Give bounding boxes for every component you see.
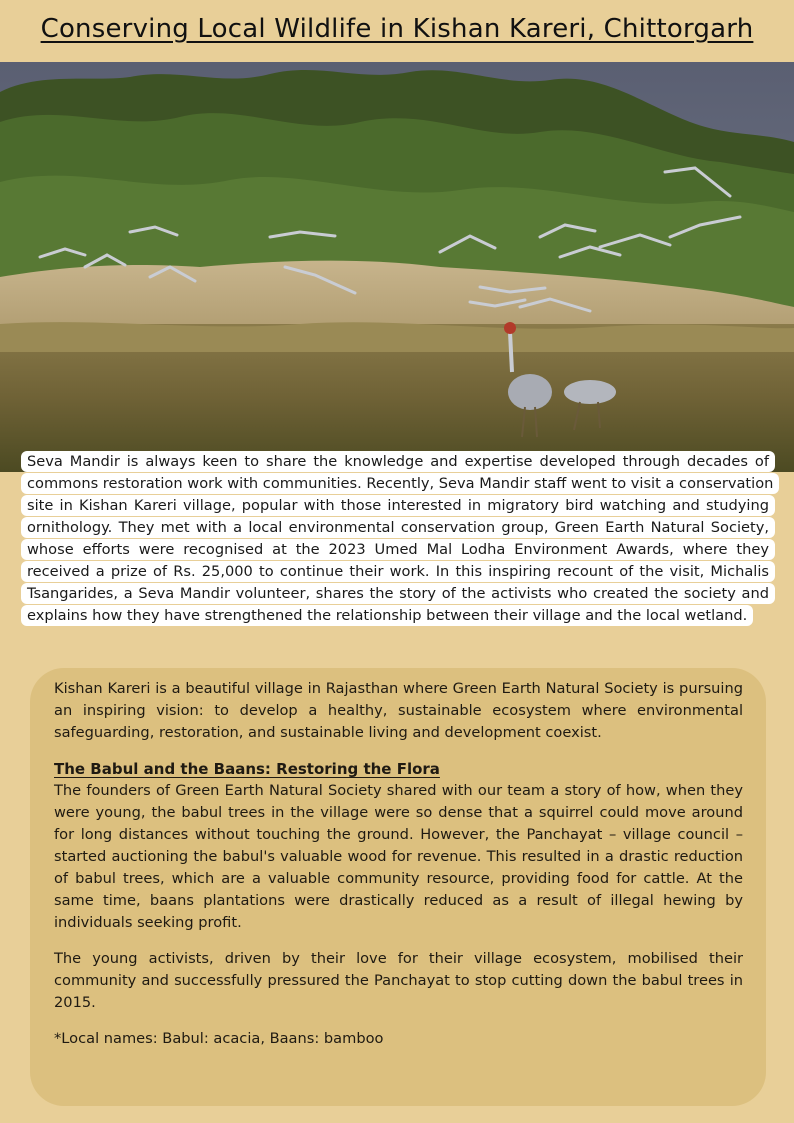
body-paragraph-1: The founders of Green Earth Natural Society shared with our team a story of how, when they were young, the babul trees in the village were so dense that a squirrel could move around for long distances without touching the ground. However, the Panchayat – village council – started auctioning the babul's valuable wood for revenue. This resulted in a drastic reduction of babul trees, which are a valuable community resource, providing food for cattle. At the same time, baans plantations were drastically reduced as a result of illegal hewing by individuals seeking profit. [54,782,743,931]
story-panel [30,668,766,1106]
cranes-photo [0,62,794,472]
lead-paragraph: Kishan Kareri is a beautiful village in Rajasthan where Green Earth Natural Society is pursuing an inspiring vision: to develop a healthy, sustainable ecosystem where environmental safeguarding, restoration, and sustainable living and development coexist. [54,680,743,741]
intro-text: Seva Mandir is always keen to share the knowledge and expertise developed through decades of commons restoration work with communities. Recently, Seva Mandir staff went to visit a conservation site in Kishan Kareri village, popular with those interested in migratory bird watching and studying ornithology. They met with a local environmental conservation group, Green Earth Natural Society, whose efforts were recognised at the 2023 Umed Mal Lodha Environment Awards, where they received a prize of Rs. 25,000 to continue their work. In this inspiring recount of the visit, Michalis Tsangarides, a Seva Mandir volunteer, shares the story of the activists who created the society and explains how they have strengthened the relationship between their village and the local wetland. [21,451,779,626]
intro-paragraph [21,451,775,627]
page-title: Conserving Local Wildlife in Kishan Kareri, Chittorgarh [40,14,754,44]
section-heading: The Babul and the Baans: Restoring the Flora [54,760,440,778]
body-paragraph-2: The young activists, driven by their love for their village ecosystem, mobilised their community and successfully pressured the Panchayat to stop cutting down the babul trees in 2015. [54,950,743,1011]
footnote: *Local names: Babul: acacia, Baans: bamboo [54,1030,384,1047]
